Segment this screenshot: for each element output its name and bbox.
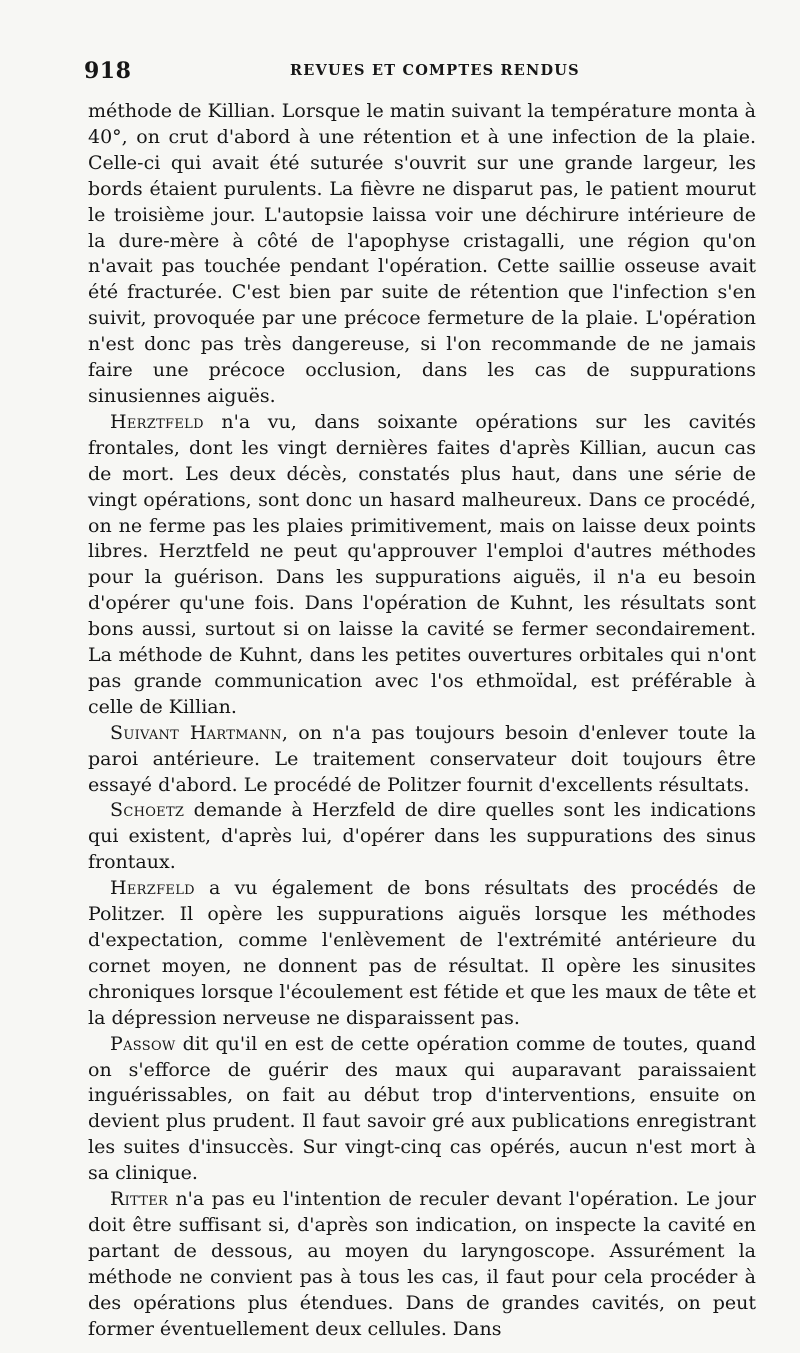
paragraph-text: , on n'a pas toujours besoin d'enlever toute la paroi antérieure. Le traitement conservateur doit toujours être essayé d'abord. Le procédé de Politzer fournit d'excellents résultats. bbox=[88, 721, 756, 796]
paragraph-continuation bbox=[88, 99, 756, 410]
speaker-name: Passow bbox=[110, 1032, 176, 1055]
paragraph-text: dit qu'il en est de cette opération comme de toutes, quand on s'efforce de guérir des maux qui auparavant paraissaient inguérissables, on fait au début trop d'interventions, ensuite on devient plus prudent. Il faut savoir gré aux publications enregistrant les suites d'insuccès. Sur vingt-cinq cas opérés, aucun n'est mort à sa clinique. bbox=[88, 1032, 756, 1185]
speaker-name: Herzfeld bbox=[110, 877, 195, 900]
page-header bbox=[84, 58, 758, 88]
speaker-name: Schoetz bbox=[110, 799, 185, 822]
paragraph-text: demande à Herzfeld de dire quelles sont les indications qui existent, d'après lui, d'opérer dans les suppurations des sinus frontaux. bbox=[88, 799, 756, 874]
speaker-name: Suivant Hartmann bbox=[110, 721, 282, 744]
paragraph-passow bbox=[88, 1032, 756, 1187]
running-head: REVUES ET COMPTES RENDUS bbox=[290, 62, 580, 79]
paragraph-schoetz bbox=[88, 798, 756, 876]
paragraph-hartmann bbox=[88, 721, 756, 799]
speaker-name: Ritter bbox=[110, 1188, 169, 1211]
speaker-name: Herztfeld bbox=[110, 410, 204, 433]
paragraph-text: n'a pas eu l'intention de reculer devant l'opération. Le jour doit être suffisant si, d'après son indication, on inspecte la cavité en partant de dessous, au moyen du laryngoscope. Assurément la méthode ne convient pas à tous les cas, il faut pour cela procéder à des opérations plus étendues. Dans de grandes cavités, on peut former éventuellement deux cellules. Dans bbox=[88, 1188, 756, 1340]
page-number: 918 bbox=[84, 58, 132, 84]
paragraph-herzfeld bbox=[88, 876, 756, 1031]
paragraph-text: a vu également de bons résultats des procédés de Politzer. Il opère les suppurations aiguës lorsque les méthodes d'expectation, comme l'enlèvement de l'extrémité antérieure du cornet moyen, ne donnent pas de résultat. Il opère les sinusites chroniques lorsque l'écoulement est fétide et que les maux de tête et la dépression nerveuse ne disparaissent pas. bbox=[88, 877, 756, 1029]
body-text bbox=[88, 99, 756, 1343]
paragraph-herztfeld bbox=[88, 410, 756, 721]
paragraph-ritter bbox=[88, 1187, 756, 1342]
paragraph-text: méthode de Killian. Lorsque le matin suivant la température monta à 40°, on crut d'abord à une rétention et à une infection de la plaie. Celle-ci qui avait été suturée s'ouvrit sur une grande largeur, les bords étaient purulents. La fièvre ne disparut pas, le patient mourut le troisième jour. L'autopsie laissa voir une déchirure intérieure de la dure-mère à côté de l'apophyse cristagalli, une région qu'on n'avait pas touchée pendant l'opération. Cette saillie osseuse avait été fracturée. C'est bien par suite de rétention que l'infection s'en suivit, provoquée par une précoce fermeture de la plaie. L'opération n'est donc pas très dangereuse, si l'on recommande de ne jamais faire une précoce occlusion, dans les cas de suppurations sinusiennes aiguës. bbox=[88, 100, 756, 407]
paragraph-text: n'a vu, dans soixante opérations sur les cavités frontales, dont les vingt dernières faites d'après Killian, aucun cas de mort. Les deux décès, constatés plus haut, dans une série de vingt opérations, sont donc un hasard malheureux. Dans ce procédé, on ne ferme pas les plaies primitivement, mais on laisse deux points libres. Herztfeld ne peut qu'approuver l'emploi d'autres méthodes pour la guérison. Dans les suppurations aiguës, il n'a eu besoin d'opérer qu'une fois. Dans l'opération de Kuhnt, les résultats sont bons aussi, surtout si on laisse la cavité se fermer secondairement. La méthode de Kuhnt, dans les petites ouvertures orbitales qui n'ont pas grande communication avec l'os ethmoïdal, est préférable à celle de Killian. bbox=[88, 410, 756, 718]
